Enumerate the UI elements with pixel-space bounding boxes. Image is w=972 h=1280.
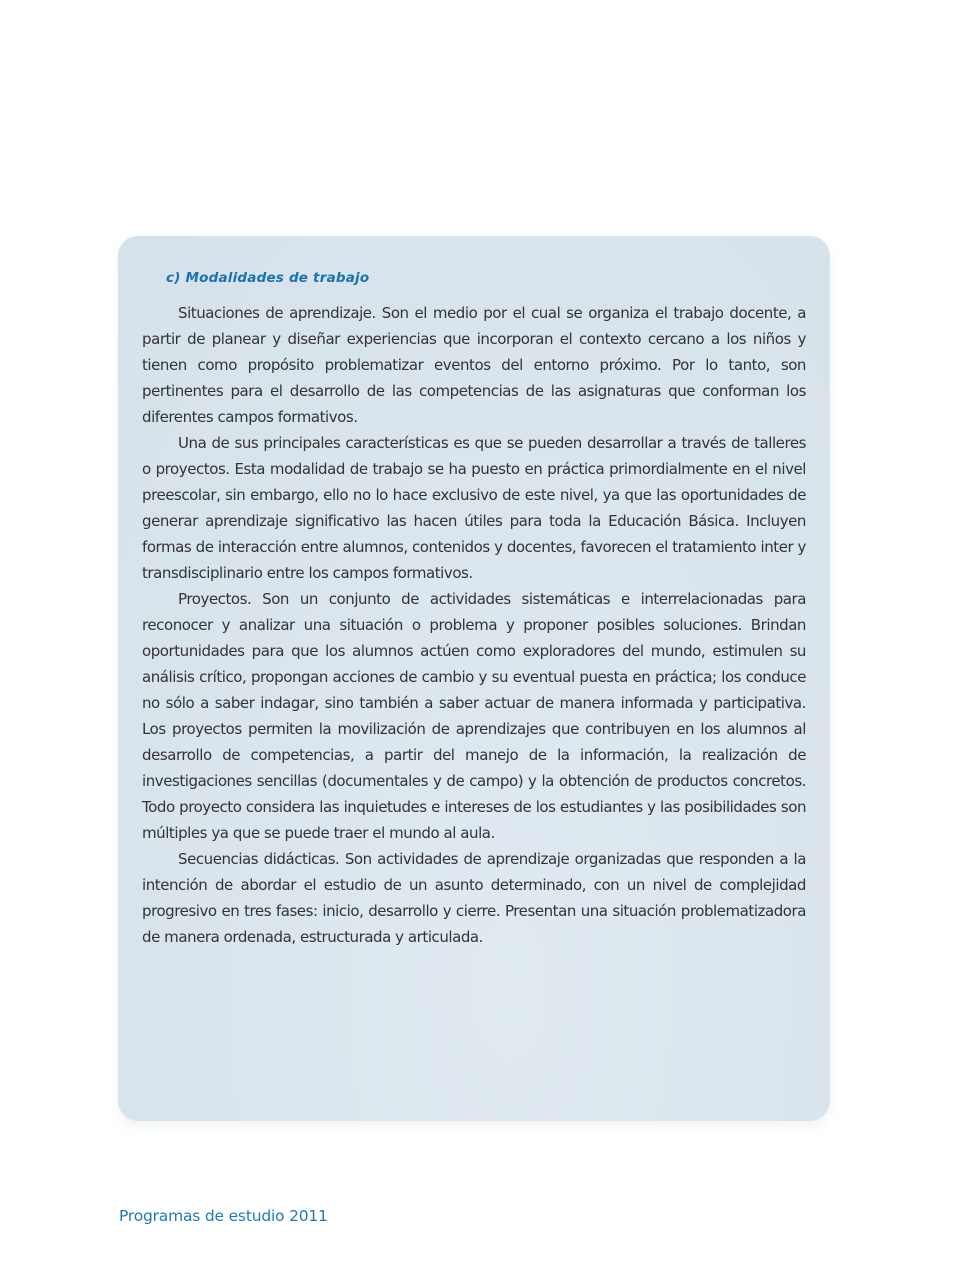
section-heading: c) Modalidades de trabajo (166, 270, 370, 286)
paragraph-secuencias: Secuencias didácticas. Son actividades de aprendizaje organizadas que responden a la intención de abordar el estudio de un asunto determinado, con un nivel de complejidad progresivo en tres fases: inicio, desarrollo y cierre. Presentan una situación problematizadora de manera ordenada, estructurada y articulada. (142, 850, 806, 946)
paragraph-situaciones: Situaciones de aprendizaje. Son el medio por el cual se organiza el trabajo docente, a partir de planear y diseñar experiencias que incorporan el contexto cercano a los niños y tienen como propósito problematizar eventos del entorno próximo. Por lo tanto, son pertinentes para el desarrollo de las competencias de las asignaturas que conforman los diferentes campos formativos. (142, 304, 806, 426)
section-body (142, 300, 806, 950)
paragraph-caracteristicas: Una de sus principales características es que se pueden desarrollar a través de talleres o proyectos. Esta modalidad de trabajo se ha puesto en práctica primordialmente en el nivel preescolar, sin embargo, ello no lo hace exclusivo de este nivel, ya que las oportunidades de generar aprendizaje significativo las hacen útiles para toda la Educación Básica. Incluyen formas de interacción entre alumnos, contenidos y docentes, favorecen el tratamiento inter y transdisciplinario entre los campos formativos. (142, 434, 806, 582)
page-footer: Programas de estudio 2011 (119, 1207, 328, 1225)
paragraph-proyectos: Proyectos. Son un conjunto de actividades sistemáticas e interrelacionadas para reconocer y analizar una situación o problema y proponer posibles soluciones. Brindan oportunidades para que los alumnos actúen como exploradores del mundo, estimulen su análisis crítico, propongan acciones de cambio y su eventual puesta en práctica; los conduce no sólo a saber indagar, sino también a saber actuar de manera informada y participativa. Los proyectos permiten la movilización de aprendizajes que contribuyen en los alumnos al desarrollo de competencias, a partir del manejo de la información, la realización de investigaciones sencillas (documentales y de campo) y la obtención de productos concretos. Todo proyecto considera las inquietudes e intereses de los estudiantes y las posibilidades son múltiples ya que se puede traer el mundo al aula. (142, 590, 806, 842)
